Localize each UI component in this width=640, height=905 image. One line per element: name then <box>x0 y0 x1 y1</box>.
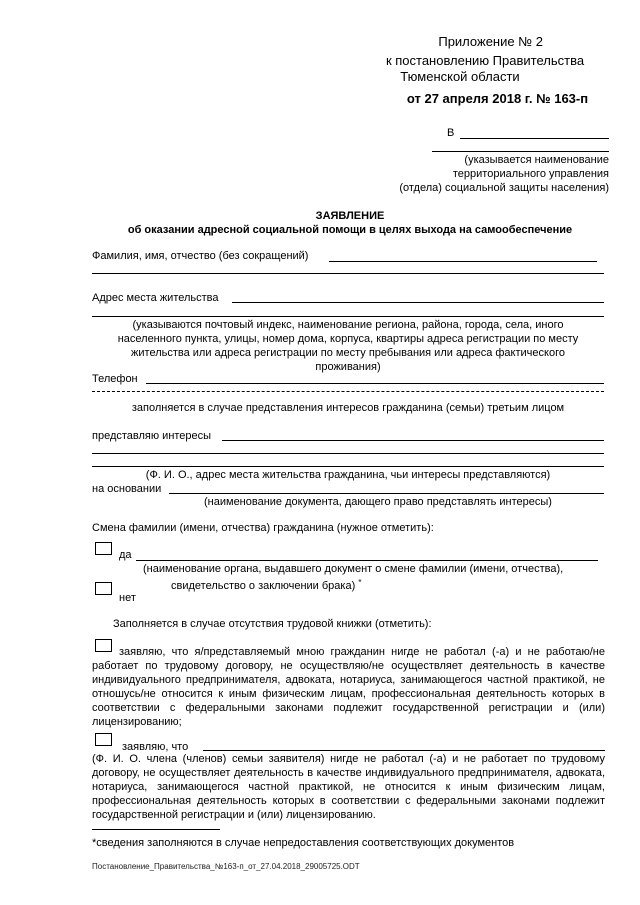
work-book-option2-prefix: заявляю, что <box>122 741 189 753</box>
name-change-yes-label: да <box>119 549 132 561</box>
work-book-option2-checkbox[interactable] <box>95 733 112 746</box>
work-book-option2-text: (Ф. И. О. члена (членов) семьи заявителя) нигде не работал (-а) и не работает по трудовому договору, не осуществляет деятельность в качестве индивидуального предпринимателя, адвоката, нотариуса, занимающегося частной практикой, не относится к иным физическим лицам, профессиональная деятельность которых в соответствии с федеральными законами подлежит государственной регистрации и (или) лицензированию. <box>92 753 605 821</box>
section-divider <box>92 391 604 392</box>
appendix-number: Приложение № 2 <box>438 34 543 49</box>
name-change-no-label: нет <box>119 592 136 604</box>
addressee-hint-1: (указывается наименование <box>464 154 609 166</box>
address-hint-3: жительства или адреса регистрации по месту пребывания или адреса фактического <box>131 347 565 359</box>
footnote-separator <box>92 829 220 830</box>
document-subtitle: об оказании адресной социальной помощи в целях выхода на самообеспечение <box>127 224 573 236</box>
footnote-mark: * <box>358 578 362 587</box>
basis-label: на основании <box>92 483 162 495</box>
name-change-yes-hint-1: (наименование органа, выдавшего документ о смене фамилии (имени, отчества), <box>143 563 564 575</box>
fio-input-line[interactable] <box>329 261 597 262</box>
address-hint-2: населенного пункта, улицы, номер дома, корпуса, квартиры адреса регистрации по месту <box>117 333 579 345</box>
address-input-line-2[interactable] <box>92 316 604 317</box>
represent-input-line[interactable] <box>222 440 604 441</box>
work-book-option1-checkbox[interactable] <box>95 639 112 652</box>
name-change-question: Смена фамилии (имени, отчества) гражданина (нужное отметить): <box>92 522 434 534</box>
phone-label: Телефон <box>92 373 138 385</box>
fio-label: Фамилия, имя, отчество (без сокращений) <box>92 250 309 262</box>
basis-input-line[interactable] <box>169 493 604 494</box>
name-change-yes-checkbox[interactable] <box>95 542 112 555</box>
resolution-region: Тюменской области <box>400 69 520 84</box>
represent-input-line-2[interactable] <box>92 453 604 454</box>
name-change-no-checkbox[interactable] <box>95 582 112 595</box>
name-change-yes-hint-2: свидетельство о заключении брака) * <box>171 578 362 592</box>
name-change-yes-input-line[interactable] <box>136 560 598 561</box>
fio-input-line-2[interactable] <box>92 273 604 274</box>
address-label: Адрес места жительства <box>92 292 219 304</box>
represent-input-line-3[interactable] <box>92 466 604 467</box>
addressee-line[interactable] <box>460 138 609 139</box>
represent-hint: (Ф. И. О., адрес места жительства гражданина, чьи интересы представляются) <box>145 469 551 481</box>
address-hint-1: (указываются почтовый индекс, наименование региона, района, города, села, иного <box>132 319 564 331</box>
addressee-hint-2: территориального управления <box>452 168 609 180</box>
footnote-text: *сведения заполняются в случае непредоставления соответствующих документов <box>92 837 515 849</box>
phone-input-line[interactable] <box>146 383 604 384</box>
work-book-option1-text: работает по трудовому договору, не осуществляю/не осуществляет деятельность в качестве индивидуального предпринимателя, адвоката, нотариуса, занимающегося частной практикой, не отношусь/не относится к иным физическим лицам, профессиональная деятельность которых в соответствии с федеральными законами подлежит государственной регистрации и (или) лицензированию; <box>92 660 605 728</box>
work-book-option2-input-line[interactable] <box>203 750 605 751</box>
representative-note: заполняется в случае представления интересов гражданина (семьи) третьим лицом <box>131 402 565 414</box>
address-input-line[interactable] <box>232 302 604 303</box>
address-hint-4: проживания) <box>315 361 381 373</box>
addressee-hint-3: (отдела) социальной защиты населения) <box>399 182 609 194</box>
document-footer-filename: Постановление_Правительства_№163-п_от_27.04.2018_29005725.ODT <box>92 862 360 871</box>
resolution-date-number: от 27 апреля 2018 г. № 163-п <box>406 91 589 106</box>
work-book-heading: Заполняется в случае отсутствия трудовой книжки (отметить): <box>113 618 432 630</box>
represent-label: представляю интересы <box>92 430 212 442</box>
basis-hint: (наименование документа, дающего право представлять интересы) <box>204 496 552 508</box>
resolution-reference: к постановлению Правительства <box>385 53 585 68</box>
addressee-prefix: В <box>447 127 455 139</box>
addressee-line-2[interactable] <box>432 151 609 152</box>
work-book-option1-first-line: заявляю, что я/представляемый мною гражданин нигде не работал (-а) и не работаю/не <box>119 646 605 658</box>
document-title: ЗАЯВЛЕНИЕ <box>315 210 385 222</box>
